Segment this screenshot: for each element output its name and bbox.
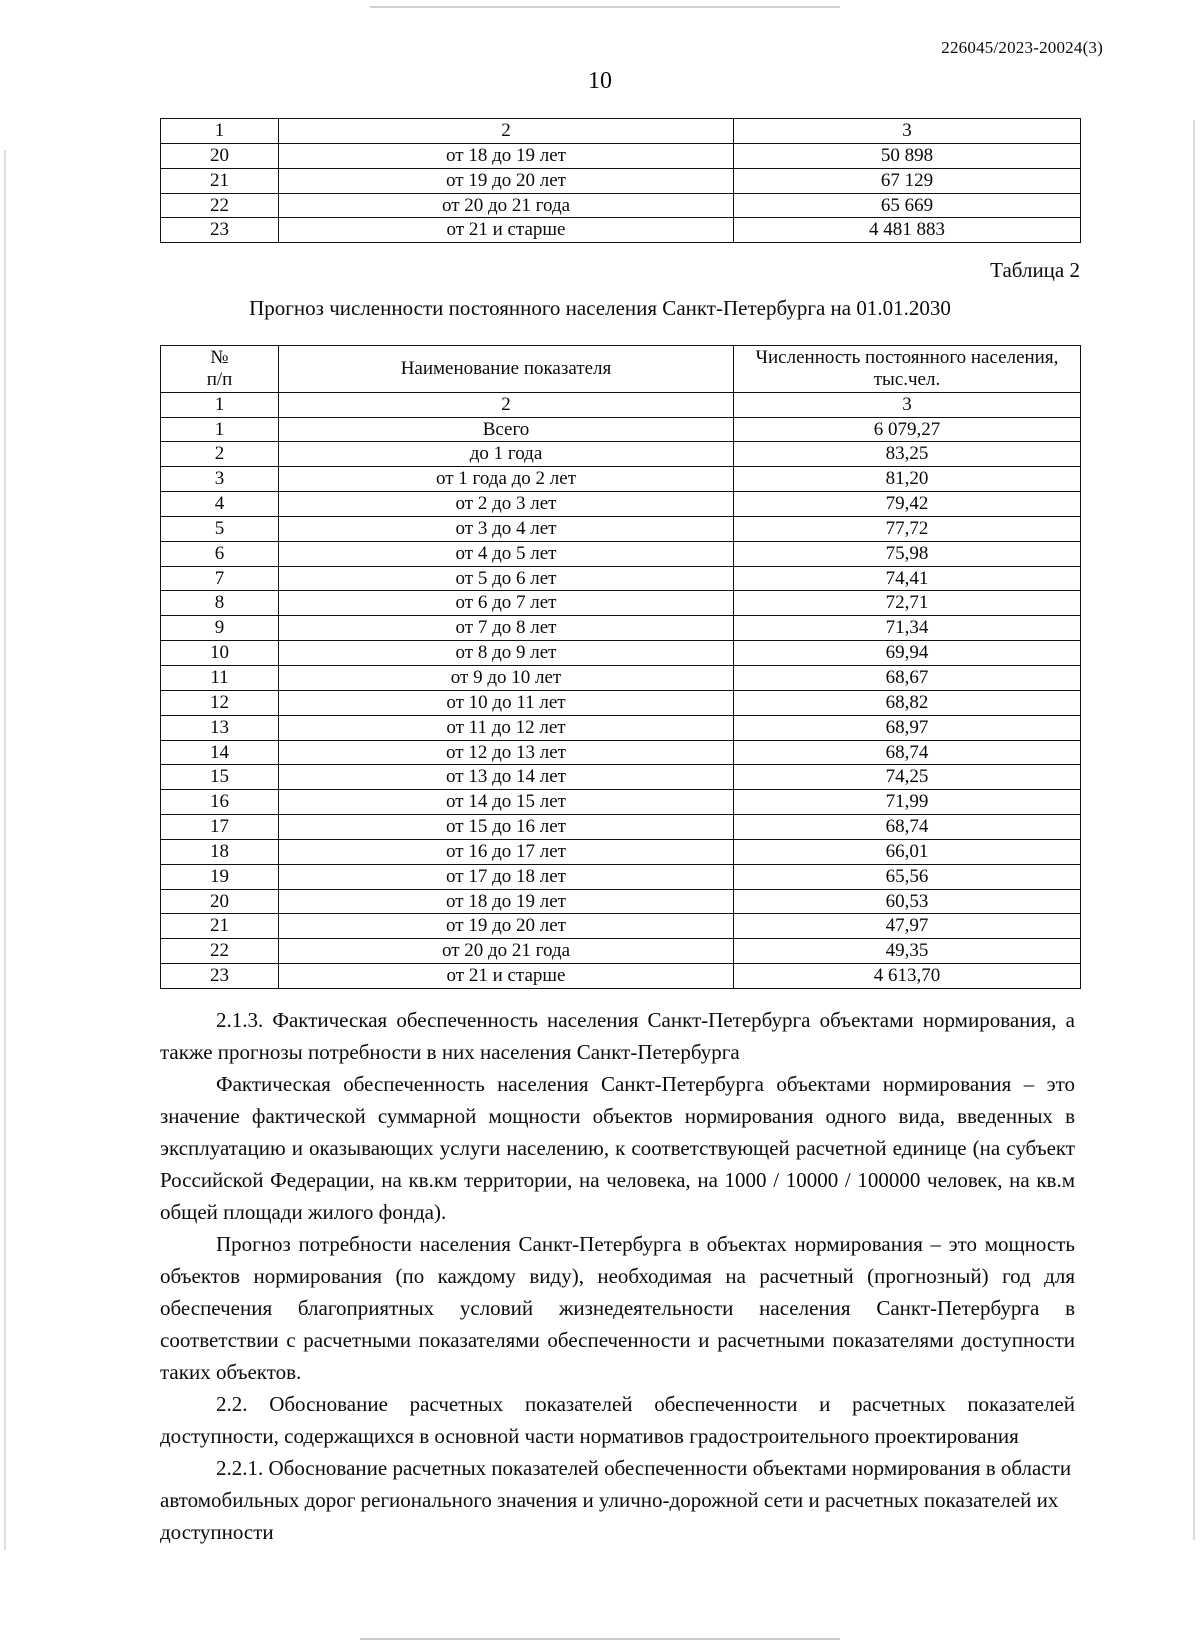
table-row	[161, 690, 1081, 715]
table-row	[161, 665, 1081, 690]
row-number: 21	[161, 168, 279, 193]
scan-edge-right	[1193, 120, 1195, 1540]
row-indicator-name: от 21 и старше	[279, 964, 734, 989]
row-population-value: 68,82	[734, 690, 1081, 715]
table2-header-name: Наименование показателя	[279, 346, 734, 393]
paragraph-2-1-3: 2.1.3. Фактическая обеспеченность населения Санкт-Петербурга объектами нормирования, а также прогнозы потребности в них населения Санкт-Петербурга	[160, 1008, 1075, 1064]
table-row	[161, 616, 1081, 641]
row-population-value: 68,74	[734, 740, 1081, 765]
table-row	[161, 839, 1081, 864]
row-indicator-name: от 13 до 14 лет	[279, 765, 734, 790]
column-number-1: 1	[161, 119, 279, 144]
row-indicator-name: от 9 до 10 лет	[279, 665, 734, 690]
document-code: 226045/2023-20024(3)	[941, 38, 1103, 57]
row-population-value: 71,34	[734, 616, 1081, 641]
row-number: 7	[161, 566, 279, 591]
row-number: 16	[161, 790, 279, 815]
row-population-value: 68,97	[734, 715, 1081, 740]
row-number: 18	[161, 839, 279, 864]
row-indicator-name: от 19 до 20 лет	[279, 168, 734, 193]
row-number: 20	[161, 143, 279, 168]
table2-header-row	[161, 346, 1081, 393]
scan-edge-left	[4, 150, 6, 1550]
row-indicator-name: от 10 до 11 лет	[279, 690, 734, 715]
row-indicator-name: от 16 до 17 лет	[279, 839, 734, 864]
row-population-value: 74,25	[734, 765, 1081, 790]
row-number: 1	[161, 417, 279, 442]
scan-edge-bottom	[360, 1638, 840, 1640]
row-indicator-name: от 8 до 9 лет	[279, 641, 734, 666]
table-continued-column-numbers	[161, 119, 1081, 144]
body-text-block	[160, 1004, 1075, 1548]
row-number: 6	[161, 541, 279, 566]
table-row	[161, 591, 1081, 616]
row-population-value: 47,97	[734, 914, 1081, 939]
row-indicator-name: от 17 до 18 лет	[279, 864, 734, 889]
table2-header-no-sub: п/п	[206, 368, 233, 390]
row-number: 17	[161, 815, 279, 840]
row-population-value: 71,99	[734, 790, 1081, 815]
row-population-value: 66,01	[734, 839, 1081, 864]
row-population-value: 72,71	[734, 591, 1081, 616]
table-row	[161, 442, 1081, 467]
row-population-value: 65,56	[734, 864, 1081, 889]
row-number: 13	[161, 715, 279, 740]
table-row	[161, 492, 1081, 517]
row-indicator-name: от 6 до 7 лет	[279, 591, 734, 616]
row-number: 10	[161, 641, 279, 666]
row-number: 22	[161, 193, 279, 218]
table-continued	[160, 118, 1080, 243]
row-population-value: 67 129	[734, 168, 1081, 193]
table-row	[161, 168, 1081, 193]
row-indicator-name: от 5 до 6 лет	[279, 566, 734, 591]
row-population-value: 68,67	[734, 665, 1081, 690]
row-indicator-name: от 18 до 19 лет	[279, 889, 734, 914]
row-population-value: 74,41	[734, 566, 1081, 591]
paragraph-actual-provision: Фактическая обеспеченность населения Санкт-Петербурга объектами нормирования – это значение фактической суммарной мощности объектов нормирования одного вида, введенных в эксплуатацию и оказывающих услуги населению, к соответствующей расчетной единице (на субъект Российской Федерации, на кв.км территории, на человека, на 1000 / 10000 / 100000 человек, на кв.м общей площади жилого фонда).	[160, 1072, 1075, 1224]
row-indicator-name: от 15 до 16 лет	[279, 815, 734, 840]
row-number: 21	[161, 914, 279, 939]
paragraph-2-2: 2.2. Обоснование расчетных показателей обеспеченности и расчетных показателей доступности, содержащихся в основной части нормативов градостроительного проектирования	[160, 1392, 1075, 1448]
table-row	[161, 790, 1081, 815]
table2-grid	[160, 345, 1081, 989]
row-indicator-name: от 19 до 20 лет	[279, 914, 734, 939]
row-number: 22	[161, 939, 279, 964]
row-population-value: 75,98	[734, 541, 1081, 566]
paragraph-demand-forecast: Прогноз потребности населения Санкт-Петербурга в объектах нормирования – это мощность объектов нормирования (по каждому виду), необходимая на расчетный (прогнозный) год для обеспечения благоприятных условий жизнедеятельности населения Санкт-Петербурга в соответствии с расчетными показателями обеспеченности и расчетными показателями доступности таких объектов.	[160, 1232, 1075, 1384]
row-population-value: 49,35	[734, 939, 1081, 964]
row-indicator-name: от 20 до 21 года	[279, 193, 734, 218]
column-number-2: 2	[279, 119, 734, 144]
row-number: 15	[161, 765, 279, 790]
table-row	[161, 566, 1081, 591]
row-number: 9	[161, 616, 279, 641]
row-population-value: 69,94	[734, 641, 1081, 666]
row-number: 19	[161, 864, 279, 889]
table-row	[161, 914, 1081, 939]
row-population-value: 4 481 883	[734, 218, 1081, 243]
row-indicator-name: от 18 до 19 лет	[279, 143, 734, 168]
row-indicator-name: от 11 до 12 лет	[279, 715, 734, 740]
table-row	[161, 864, 1081, 889]
row-population-value: 50 898	[734, 143, 1081, 168]
table-row	[161, 740, 1081, 765]
table-continued-grid	[160, 118, 1081, 243]
row-population-value: 83,25	[734, 442, 1081, 467]
table-row	[161, 218, 1081, 243]
row-indicator-name: от 2 до 3 лет	[279, 492, 734, 517]
table-row	[161, 815, 1081, 840]
table2-head	[161, 346, 1081, 393]
paragraph-2-2-1: 2.2.1. Обоснование расчетных показателей обеспеченности объектами нормирования в области автомобильных дорог регионального значения и улично-дорожной сети и расчетных показателей их доступности	[160, 1456, 1072, 1544]
scan-edge-top	[370, 6, 840, 8]
row-indicator-name: от 21 и старше	[279, 218, 734, 243]
table-row	[161, 143, 1081, 168]
table2	[160, 345, 1080, 989]
row-number: 23	[161, 218, 279, 243]
column-number-3: 3	[734, 119, 1081, 144]
row-population-value: 4 613,70	[734, 964, 1081, 989]
row-number: 4	[161, 492, 279, 517]
table2-header-no	[161, 346, 279, 393]
table-row	[161, 467, 1081, 492]
table-row	[161, 541, 1081, 566]
table-row	[161, 516, 1081, 541]
row-indicator-name: от 3 до 4 лет	[279, 516, 734, 541]
table-row	[161, 715, 1081, 740]
row-population-value: 65 669	[734, 193, 1081, 218]
column-number-3: 3	[734, 392, 1081, 417]
table-row	[161, 193, 1081, 218]
table2-header-value	[734, 346, 1081, 393]
row-population-value: 79,42	[734, 492, 1081, 517]
row-number: 20	[161, 889, 279, 914]
column-number-1: 1	[161, 392, 279, 417]
row-number: 14	[161, 740, 279, 765]
table-row	[161, 939, 1081, 964]
table-row	[161, 765, 1081, 790]
row-number: 23	[161, 964, 279, 989]
row-indicator-name: от 14 до 15 лет	[279, 790, 734, 815]
row-indicator-name: от 1 года до 2 лет	[279, 467, 734, 492]
row-number: 5	[161, 516, 279, 541]
row-indicator-name: от 20 до 21 года	[279, 939, 734, 964]
table-row	[161, 417, 1081, 442]
table2-header-no-main: №	[210, 347, 229, 368]
table2-caption: Прогноз численности постоянного населения Санкт-Петербурга на 01.01.2030	[249, 296, 951, 320]
row-number: 12	[161, 690, 279, 715]
row-population-value: 81,20	[734, 467, 1081, 492]
row-population-value: 77,72	[734, 516, 1081, 541]
row-indicator-name: Всего	[279, 417, 734, 442]
row-number: 2	[161, 442, 279, 467]
row-population-value: 6 079,27	[734, 417, 1081, 442]
column-number-2: 2	[279, 392, 734, 417]
row-indicator-name: от 4 до 5 лет	[279, 541, 734, 566]
row-number: 11	[161, 665, 279, 690]
table-row	[161, 641, 1081, 666]
row-number: 8	[161, 591, 279, 616]
table2-header-value-sub: тыс.чел.	[873, 368, 941, 390]
row-indicator-name: до 1 года	[279, 442, 734, 467]
table2-column-numbers	[161, 392, 1081, 417]
table2-label: Таблица 2	[990, 258, 1080, 282]
table-row	[161, 964, 1081, 989]
table-row	[161, 889, 1081, 914]
row-population-value: 68,74	[734, 815, 1081, 840]
row-population-value: 60,53	[734, 889, 1081, 914]
page-number: 10	[588, 68, 612, 94]
table2-header-value-main: Численность постоянного населения,	[755, 347, 1059, 368]
row-indicator-name: от 7 до 8 лет	[279, 616, 734, 641]
row-indicator-name: от 12 до 13 лет	[279, 740, 734, 765]
row-number: 3	[161, 467, 279, 492]
